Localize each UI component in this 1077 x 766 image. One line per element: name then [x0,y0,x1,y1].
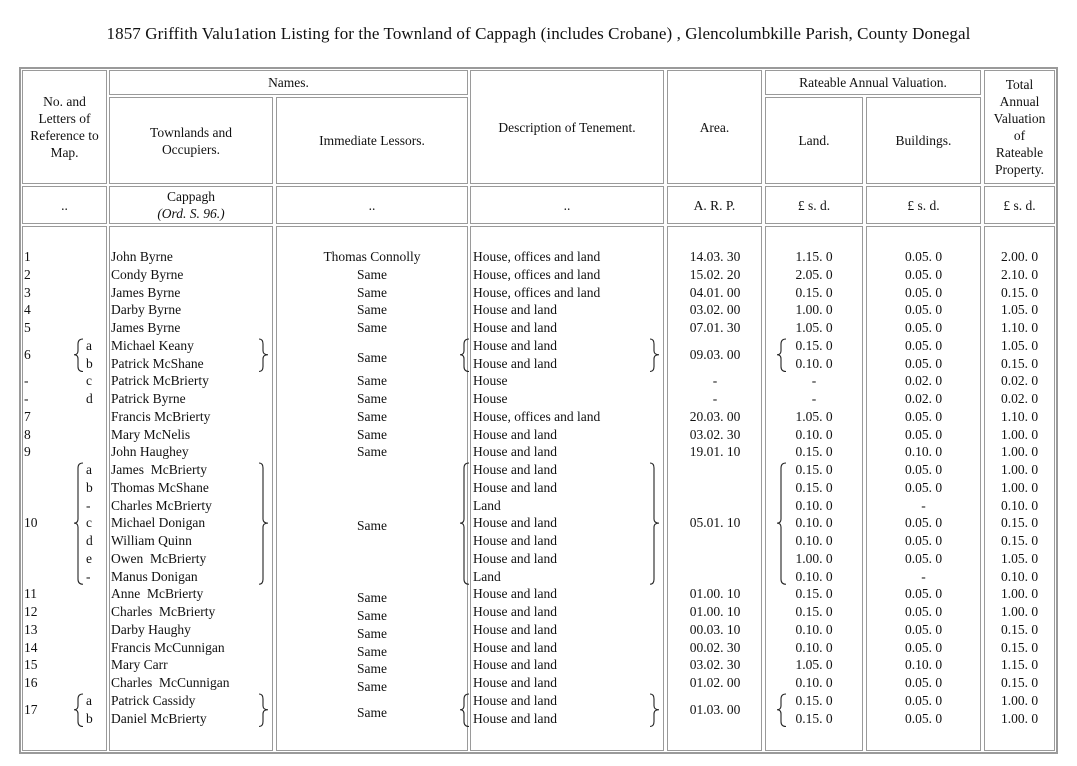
reference-brace-left [73,693,85,729]
occupier-name: Thomas McShane [111,479,209,495]
row-reference-letter: c [86,373,92,389]
page-title: 1857 Griffith Valu1ation Listing for the Townland of Cappagh (includes Crobane) , Glencolumbkille Parish, County Donegal [106,24,971,43]
header-rateable [765,70,981,95]
occupier-name: Patrick McBrierty [111,373,209,389]
row-reference-number: 6 [24,346,31,362]
header-lessors-label: Immediate Lessors. [319,133,425,148]
land-valuation: 0.10. 0 [795,639,833,655]
area-value: 03.02. 00 [689,302,741,318]
area-value: 14.03. 30 [689,249,741,264]
row-reference-number: 17 [24,701,38,717]
occupier-name: Michael Keany [111,337,194,353]
buildings-valuation: 0.05. 0 [904,515,943,531]
row-reference-letter: a [86,337,92,353]
total-valuation: 0.15. 0 [1000,675,1039,690]
immediate-lessor: Same [357,373,387,389]
occupier-name: Patrick Cassidy [111,692,196,708]
occupier-name: Darby Haughy [111,621,191,637]
buildings-valuation: 0.10. 0 [904,657,943,673]
row-reference-number: 16 [24,675,38,690]
total-valuation: 1.00. 0 [1000,479,1039,495]
immediate-lessor: Thomas Connolly [323,249,421,264]
row-reference-number: 5 [24,320,31,335]
tenement-description: House and land [473,621,557,637]
sub-description-label: .. [563,197,571,213]
immediate-lessor: Same [357,643,387,659]
buildings-valuation: 0.05. 0 [904,337,943,353]
buildings-valuation: 0.05. 0 [904,266,943,282]
buildings-valuation: 0.05. 0 [904,639,943,655]
total-valuation: 0.15. 0 [1000,533,1039,548]
land-valuation: 0.15. 0 [795,337,833,353]
row-reference-number: 11 [24,586,37,602]
tenement-description: House and land [473,302,557,318]
sub-area-label: A. R. P. [693,197,736,213]
land-valuation: 0.10. 0 [795,355,833,371]
description-brace-right [649,693,661,729]
land-valuation: 0.15. 0 [795,710,833,726]
land-valuation: 0.10. 0 [795,675,833,690]
area-value: 07.01. 30 [689,320,741,335]
header-buildings-label: Buildings. [895,133,952,148]
immediate-lessor: Same [357,444,387,460]
header-rateable-label: Rateable Annual Valuation. [799,75,947,90]
total-valuation: 1.15. 0 [1000,657,1039,673]
land-valuation: - [811,391,817,406]
occupier-name: Francis McBrierty [111,408,211,424]
tenement-description: House and land [473,533,557,548]
buildings-valuation: 0.10. 0 [904,444,943,460]
buildings-valuation: 0.05. 0 [904,710,943,726]
total-valuation: 0.15. 0 [1000,355,1039,371]
sub-total [984,186,1055,224]
land-valuation: 1.00. 0 [795,550,833,566]
total-valuation: 0.15. 0 [1000,284,1039,300]
row-reference-letter: b [86,710,93,726]
sub-total-label: £ s. d. [1003,197,1036,213]
row-reference-letter: - [86,497,91,513]
header-description [470,70,664,184]
buildings-valuation: 0.05. 0 [904,533,943,548]
immediate-lessor: Same [357,391,387,406]
row-reference-number: - [24,373,29,389]
land-valuation: 1.05. 0 [795,657,833,673]
total-valuation: 0.02. 0 [1000,391,1039,406]
land-valuation: 0.15. 0 [795,462,833,477]
land-valuation: 0.10. 0 [795,568,833,584]
sub-land-label: £ s. d. [797,197,831,213]
description-brace-left [459,693,471,729]
occupier-name: Charles McCunnigan [111,675,230,690]
land-valuation: 1.15. 0 [795,249,833,264]
buildings-valuation: 0.05. 0 [904,675,943,690]
buildings-valuation: 0.05. 0 [904,355,943,371]
total-valuation: 0.02. 0 [1000,373,1039,389]
tenement-description: House and land [473,675,557,690]
total-valuation: 1.00. 0 [1000,586,1039,602]
tenement-description: Land [473,497,501,513]
total-valuation: 2.10. 0 [1000,266,1039,282]
header-townlands-label: Townlands and Occupiers. [150,124,232,157]
total-valuation: 1.10. 0 [1000,408,1039,424]
area-value: - [712,391,718,406]
row-reference-number: 3 [24,284,31,300]
land-valuation: 0.10. 0 [795,426,833,442]
total-valuation: 1.00. 0 [1000,426,1039,442]
total-valuation: 1.00. 0 [1000,692,1039,708]
buildings-valuation: 0.02. 0 [904,373,943,389]
buildings-valuation: - [921,497,926,513]
area-value: 01.02. 00 [689,675,741,690]
description-brace-left [459,338,471,374]
occupier-name: John Byrne [111,249,173,264]
tenement-description: House and land [473,479,557,495]
area-value: 05.01. 10 [689,515,741,531]
area-value: 03.02. 30 [689,657,741,673]
occupier-name: Owen McBrierty [111,550,207,566]
header-description-label: Description of Tenement. [498,119,636,135]
sub-buildings [866,186,981,224]
occupier-name: Anne McBrierty [111,586,204,602]
area-value: 09.03. 00 [689,346,741,362]
sub-townland [109,186,273,224]
tenement-description: House and land [473,550,557,566]
header-lessors [276,97,468,184]
occupier-name: Francis McCunnigan [111,639,225,655]
buildings-valuation: 0.05. 0 [904,426,943,442]
sub-lessor-label: .. [368,197,376,213]
land-valuation: 0.10. 0 [795,533,833,548]
tenement-description: House, offices and land [473,249,601,264]
row-reference-letter: c [86,515,92,531]
occupier-name: Daniel McBrierty [111,710,207,726]
land-valuation: 0.10. 0 [795,621,833,637]
tenement-description: House and land [473,462,557,477]
header-land [765,97,863,184]
immediate-lessor: Same [357,704,387,720]
header-ref-label: No. and Letters of Reference to Map. [30,94,99,160]
total-valuation: 1.00. 0 [1000,604,1039,619]
total-valuation: 0.10. 0 [1000,497,1039,513]
buildings-valuation: 0.05. 0 [904,621,943,637]
area-value: - [712,373,718,389]
row-reference-number: 2 [24,266,31,282]
area-value: 00.03. 10 [689,621,741,637]
header-land-label: Land. [798,133,830,148]
header-area-label: Area. [699,119,730,135]
row-reference-number: - [24,391,29,406]
reference-brace-left [73,338,85,374]
tenement-description: Land [473,568,501,584]
header-names [109,70,468,95]
area-value: 15.02. 20 [689,266,741,282]
buildings-valuation: 0.05. 0 [904,586,943,602]
buildings-valuation: - [921,568,926,584]
tenement-description: House and land [473,426,557,442]
buildings-valuation: 0.02. 0 [904,391,943,406]
header-total-label: Total Annual Valuation of Rateable Property. [993,77,1046,177]
immediate-lessor: Same [357,518,387,534]
total-valuation: 1.05. 0 [1000,337,1039,353]
row-reference-number: 7 [24,408,31,424]
sub-lessor [276,186,468,224]
total-valuation: 1.05. 0 [1000,302,1039,318]
occupier-name: Condy Byrne [111,266,184,282]
buildings-valuation: 0.05. 0 [904,302,943,318]
buildings-valuation: 0.05. 0 [904,320,943,335]
row-reference-number: 9 [24,444,31,460]
tenement-description: House, offices and land [473,266,601,282]
row-reference-letter: d [86,391,93,406]
total-valuation: 0.15. 0 [1000,639,1039,655]
header-ref [22,70,107,184]
row-reference-letter: b [86,355,93,371]
total-valuation: 0.15. 0 [1000,515,1039,531]
land-valuation: 0.15. 0 [795,479,833,495]
occupier-name: Charles McBrierty [111,497,212,513]
occupier-brace-right [258,338,270,374]
reference-brace-left [73,462,85,586]
land-valuation: 0.10. 0 [795,497,833,513]
row-reference-letter: a [86,462,92,477]
row-reference-number: 4 [24,302,31,318]
sub-ref-label: .. [61,197,68,213]
buildings-valuation: 0.05. 0 [904,550,943,566]
header-townlands [109,97,273,184]
occupier-name: James Byrne [111,320,181,335]
immediate-lessor: Same [357,302,387,318]
land-valuation: 1.05. 0 [795,320,833,335]
occupier-name: Mary Carr [111,657,168,673]
area-value: 01.00. 10 [689,586,741,602]
description-brace-right [649,338,661,374]
row-reference-number: 1 [24,249,31,264]
buildings-valuation: 0.05. 0 [904,479,943,495]
land-valuation: 0.15. 0 [795,604,833,619]
tenement-description: House and land [473,692,557,708]
occupier-name: James Byrne [111,284,181,300]
total-valuation: 1.00. 0 [1000,444,1039,460]
occupier-brace-right [258,462,270,586]
land-valuation: 0.15. 0 [795,444,833,460]
occupier-name: Mary McNelis [111,426,191,442]
tenement-description: House, offices and land [473,284,601,300]
sub-land [765,186,863,224]
row-reference-number: 14 [24,639,38,655]
tenement-description: House and land [473,639,557,655]
row-reference-letter: e [86,550,92,566]
total-valuation: 1.10. 0 [1000,320,1039,335]
land-valuation: 0.15. 0 [795,284,833,300]
land-valuation: 0.15. 0 [795,692,833,708]
tenement-description: House and land [473,657,557,673]
row-reference-letter: a [86,692,92,708]
buildings-valuation: 0.05. 0 [904,284,943,300]
row-reference-letter: - [86,568,91,584]
occupier-name: William Quinn [111,533,192,548]
header-area [667,70,762,184]
header-names-label: Names. [268,75,309,90]
tenement-description: House [473,391,508,406]
area-value: 19.01. 10 [689,444,741,460]
land-valuation: 0.15. 0 [795,586,833,602]
tenement-description: House and land [473,586,557,602]
row-reference-number: 13 [24,621,38,637]
immediate-lessor: Same [357,679,387,694]
occupier-name: Patrick Byrne [111,391,186,406]
total-valuation: 0.15. 0 [1000,621,1039,637]
buildings-valuation: 0.05. 0 [904,604,943,619]
land-valuation: 1.05. 0 [795,408,833,424]
area-value: 20.03. 00 [689,408,741,424]
immediate-lessor: Same [357,349,387,365]
sub-buildings-label: £ s. d. [907,197,940,213]
header-buildings [866,97,981,184]
occupier-name: Patrick McShane [111,355,204,371]
occupier-name: Michael Donigan [111,515,206,531]
tenement-description: House and land [473,320,557,335]
row-reference-letter: b [86,479,93,495]
total-valuation: 1.00. 0 [1000,462,1039,477]
immediate-lessor: Same [357,590,387,606]
land-valuation: 0.10. 0 [795,515,833,531]
area-value: 00.02. 30 [689,639,741,655]
buildings-valuation: 0.05. 0 [904,462,943,477]
tenement-description: House and land [473,355,557,371]
row-reference-number: 12 [24,604,38,619]
immediate-lessor: Same [357,625,387,641]
total-valuation: 1.05. 0 [1000,550,1039,566]
ordnance-sheet: (Ord. S. 96.) [157,206,225,221]
occupier-brace-right [258,693,270,729]
tenement-description: House [473,373,508,389]
immediate-lessor: Same [357,284,387,300]
land-brace-left [776,462,788,586]
sub-description [470,186,664,224]
tenement-description: House, offices and land [473,408,601,424]
area-value: 01.00. 10 [689,604,741,619]
land-valuation: - [811,373,817,389]
row-reference-number: 8 [24,426,31,442]
sub-area [667,186,762,224]
land-brace-left [776,338,788,374]
total-valuation: 1.00. 0 [1000,710,1039,726]
land-valuation: 1.00. 0 [795,302,833,318]
buildings-valuation: 0.05. 0 [904,249,943,264]
description-brace-left [459,462,471,586]
buildings-valuation: 0.05. 0 [904,692,943,708]
area-value: 04.01. 00 [689,284,741,300]
tenement-description: House and land [473,515,557,531]
occupier-name: Darby Byrne [111,302,182,318]
land-brace-left [776,693,788,729]
immediate-lessor: Same [357,408,387,424]
immediate-lessor: Same [357,661,387,677]
description-brace-right [649,462,661,586]
total-valuation: 0.10. 0 [1000,568,1039,584]
area-value: 01.03. 00 [689,701,741,717]
occupier-name: John Haughey [111,444,189,460]
immediate-lessor: Same [357,266,387,282]
immediate-lessor: Same [357,320,387,335]
occupier-name: James McBrierty [111,462,207,477]
land-valuation: 2.05. 0 [795,266,833,282]
sub-ref [22,186,107,224]
row-reference-number: 15 [24,657,38,673]
occupier-name: Manus Donigan [111,568,198,584]
total-valuation: 2.00. 0 [1000,249,1039,264]
immediate-lessor: Same [357,608,387,623]
row-reference-letter: d [86,533,93,548]
buildings-valuation: 0.05. 0 [904,408,943,424]
area-value: 03.02. 30 [689,426,741,442]
tenement-description: House and land [473,337,557,353]
tenement-description: House and land [473,710,557,726]
immediate-lessor: Same [357,426,387,442]
tenement-description: House and land [473,604,557,619]
occupier-name: Charles McBrierty [111,604,216,619]
tenement-description: House and land [473,444,557,460]
townland-name: Cappagh [167,189,215,204]
header-total [984,70,1055,184]
row-reference-number: 10 [24,515,38,531]
